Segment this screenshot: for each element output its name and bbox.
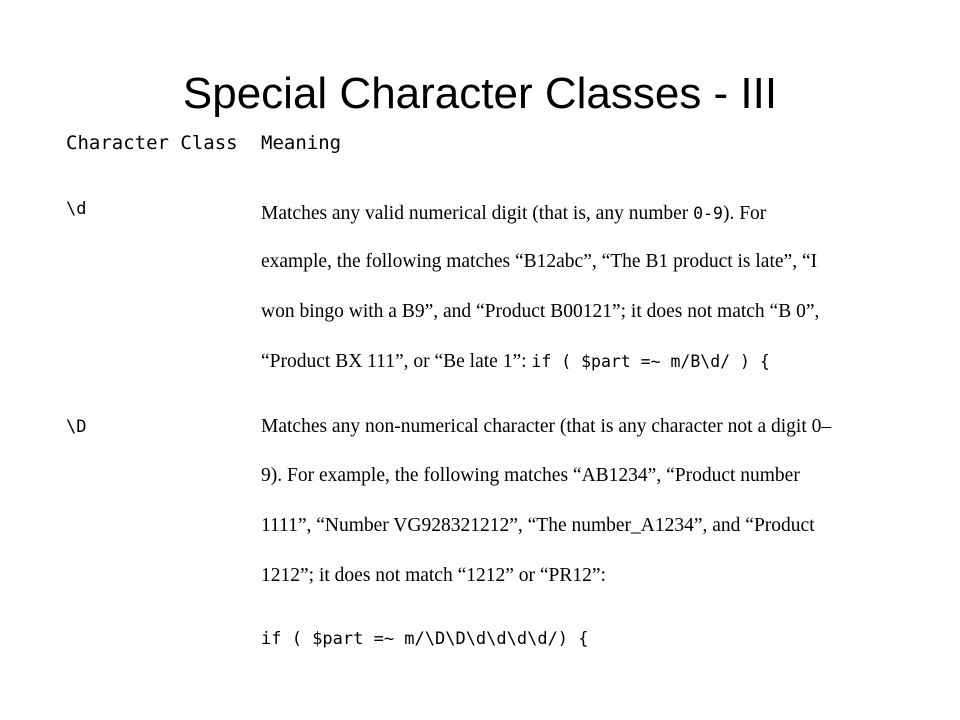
meaning-line: [261, 349, 770, 375]
inline-code: 0-9: [693, 204, 723, 223]
meaning-line: Matches any non-numerical character (that is any character not a digit 0–: [261, 416, 832, 437]
meaning-line: 1212”; it does not match “1212” or “PR12”:: [261, 565, 606, 586]
meaning-line: example, the following matches “B12abc”, “The B1 product is late”, “I: [261, 251, 818, 272]
meaning-line: won bingo with a B9”, and “Product B00121”; it does not match “B 0”,: [261, 301, 820, 322]
term-digit-class: \d: [66, 199, 87, 219]
term-nondigit-class: \D: [66, 417, 87, 437]
header-character-class: Character Class: [66, 132, 238, 154]
meaning-text: “Product BX 111”, or “Be late 1”:: [261, 351, 532, 372]
inline-code: if ( $part =~ m/B\d/ ) {: [531, 352, 770, 371]
code-example: if ( $part =~ m/\D\D\d\d\d\d/) {: [261, 629, 589, 649]
meaning-line: 9). For example, the following matches “AB1234”, “Product number: [261, 465, 800, 486]
meaning-line: 1111”, “Number VG928321212”, “The number_A1234”, and “Product: [261, 515, 815, 536]
meaning-text: Matches any valid numerical digit (that is, any number: [261, 203, 694, 224]
meaning-text: ). For: [722, 203, 767, 224]
header-meaning: Meaning: [261, 132, 342, 154]
slide-title: Special Character Classes - III: [182, 69, 778, 118]
meaning-line: [261, 201, 766, 227]
